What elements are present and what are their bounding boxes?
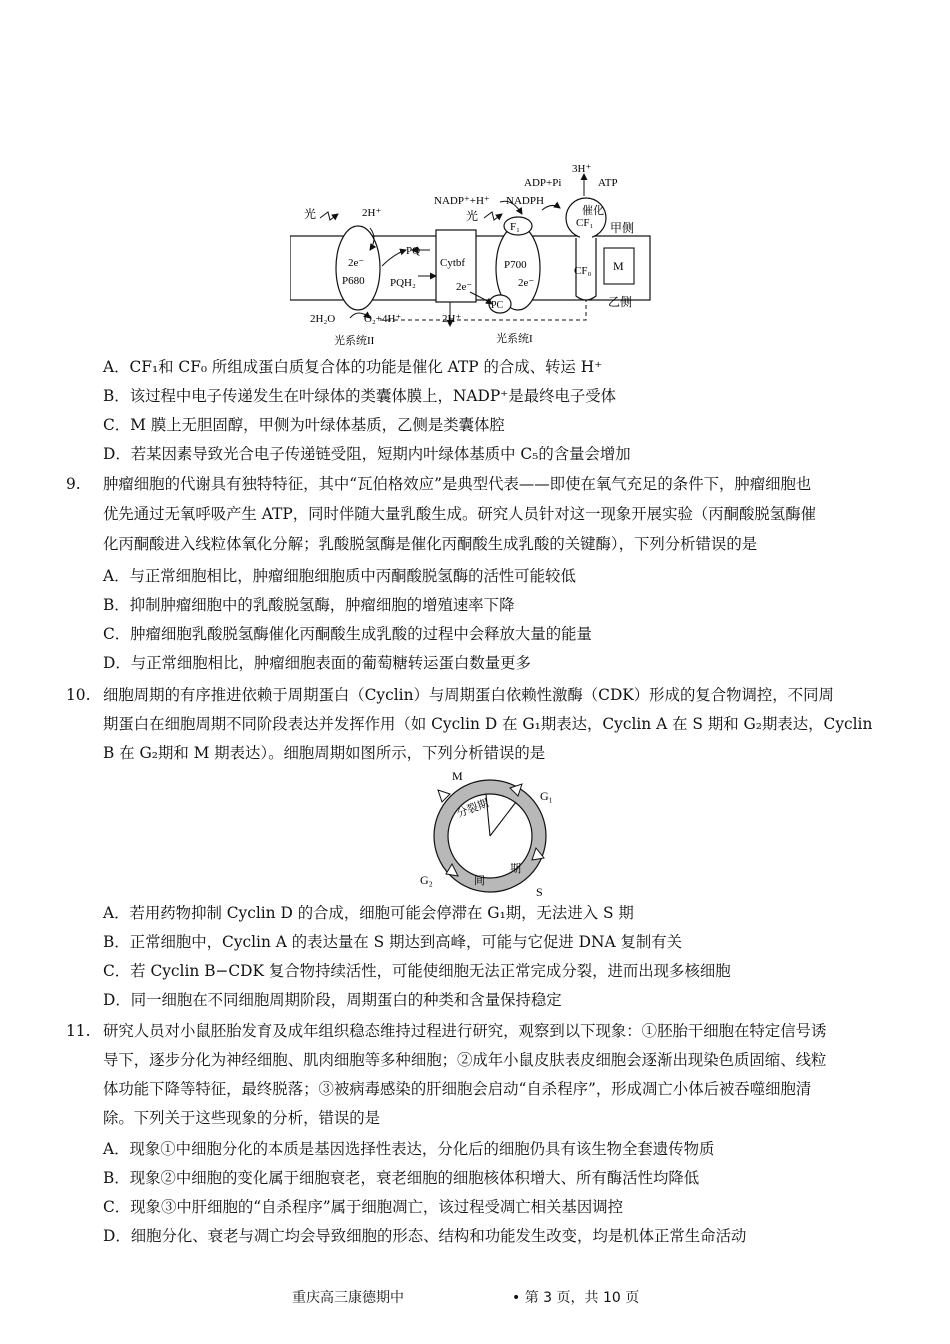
q8-option-b: B．该过程中电子传递发生在叶绿体的类囊体膜上，NADP⁺是最终电子受体 [103,387,617,405]
q11-option-d: D．细胞分化、衰老与凋亡均会导致细胞的形态、结构和功能发生改变，均是机体正常生命活动 [103,1227,747,1245]
atp-label: ATP [598,177,618,189]
pq-label: PQ [406,245,421,257]
q10-option-c: C．若 Cyclin B−CDK 复合物持续活性，可能使细胞无法正常完成分裂，进而出现多核细胞 [103,962,731,980]
catalysis-label: 催化 [582,205,604,217]
q10-stem-line-1: 细胞周期的有序推进依赖于周期蛋白（Cyclin）与周期蛋白依赖性激酶（CDK）形成的复合物调控，不同周 [103,686,834,704]
footer-school: 重庆高三康德期中 [292,1290,404,1306]
jia-side-label: 甲侧 [610,221,635,235]
g1-label: G₁ [540,789,553,803]
q10-option-a: A．若用药物抑制 Cyclin D 的合成，细胞可能会停滞在 G₁期，无法进入 S 期 [103,904,634,922]
h2plus-label: 2H⁺ [362,207,382,219]
light-zigzag-2 [484,212,502,220]
nadp-label: NADP⁺+H⁺ [434,195,490,207]
q11-option-a: A．现象①中细胞分化的本质是基因选择性表达，分化后的细胞仍具有该生物全套遗传物质 [103,1140,715,1158]
q11-option-b: B．现象②中细胞的变化属于细胞衰老，衰老细胞的细胞核体积增大、所有酶活性均降低 [103,1169,700,1187]
cell-cycle-diagram [412,766,572,900]
p700-label: P700 [504,259,527,271]
q9-option-a: A．与正常细胞相比，肿瘤细胞细胞质中丙酮酸脱氢酶的活性可能较低 [103,567,576,585]
e2-label-a: 2e⁻ [348,257,365,269]
s-label: S [536,885,543,899]
h2plus-bottom-label: 2H⁺ [442,313,462,325]
cf0-label: CF₀ [574,265,592,277]
footer-page-number: • 第 3 页，共 10 页 [512,1290,640,1306]
pc-label: PC [491,300,504,311]
q11-stem-line-3: 体功能下降等特征，最终脱落；③被病毒感染的肝细胞会启动“自杀程序”，形成凋亡小体后被吞噬细胞清 [103,1080,812,1098]
h2o-label: 2H₂O [310,313,336,325]
light-label-1: 光 [304,207,317,221]
q11-number: 11. [66,1022,91,1040]
q9-option-b: B．抑制肿瘤细胞中的乳酸脱氢酶，肿瘤细胞的增殖速率下降 [103,596,515,614]
o2-label: O₂+4H⁺ [364,313,402,325]
q8-option-d: D．若某因素导致光合电子传递链受阻，短期内叶绿体基质中 C₅的含量会增加 [103,445,631,463]
q9-number: 9. [66,475,81,493]
proton-dashed-path [380,300,586,320]
pqh2-label: PQH₂ [390,277,416,289]
q9-stem-line-2: 优先通过无氧呼吸产生 ATP，同时伴随大量乳酸生成。研究人员针对这一现象开展实验（丙酮酸脱氢酶催 [103,505,816,523]
q11-stem-line-1: 研究人员对小鼠胚胎发育及成年组织稳态维持过程进行研究，观察到以下现象：①胚胎干细胞在特定信号诱 [103,1022,827,1040]
interphase-qi: 期 [510,863,521,875]
q9-option-d: D．与正常细胞相比，肿瘤细胞表面的葡萄糖转运蛋白数量更多 [103,654,531,672]
ps1-label: 光系统I [496,333,533,345]
p680-label: P680 [342,275,365,287]
q9-stem-line-1: 肿瘤细胞的代谢具有独特特征，其中“瓦伯格效应”是典型代表——即使在氧气充足的条件下，肿瘤细胞也 [103,475,812,493]
q10-stem-line-2: 期蛋白在细胞周期不同阶段表达并发挥作用（如 Cyclin D 在 G₁期表达，Cyclin A 在 S 期和 G₂期表达，Cyclin [103,715,873,733]
h3plus-label: 3H⁺ [572,163,592,175]
cell-cycle-svg [412,766,572,900]
q11-stem-line-4: 除。下列关于这些现象的分析，错误的是 [103,1109,381,1127]
interphase-jian: 间 [474,875,485,887]
m-phase-label: M [452,769,463,783]
m-label: M [613,259,624,273]
cf1-label: CF₁ [576,217,594,229]
f1-label: F₁ [510,221,520,233]
q8-option-a: A．CF₁和 CF₀ 所组成蛋白质复合体的功能是催化 ATP 的合成、转运 H⁺ [103,358,603,376]
q10-option-b: B．正常细胞中，Cyclin A 的表达量在 S 期达到高峰，可能与它促进 DNA 复制有关 [103,933,683,951]
q10-number: 10. [66,686,91,704]
q10-option-d: D．同一细胞在不同细胞周期阶段，周期蛋白的种类和含量保持稳定 [103,991,562,1009]
photosynthesis-svg [290,158,660,348]
cytbf-label: Cytbf [440,257,466,269]
e2-label-b: 2e⁻ [456,281,473,293]
e2-label-c: 2e⁻ [518,277,535,289]
q9-option-c: C．肿瘤细胞乳酸脱氢酶催化丙酮酸生成乳酸的过程中会释放大量的能量 [103,625,592,643]
q9-stem-line-3: 化丙酮酸进入线粒体氧化分解；乳酸脱氢酶是催化丙酮酸生成乳酸的关键酶），下列分析错误的是 [103,535,758,553]
q11-option-c: C．现象③中肝细胞的“自杀程序”属于细胞凋亡，该过程受凋亡相关基因调控 [103,1198,624,1216]
q8-option-c: C．M 膜上无胆固醇，甲侧为叶绿体基质，乙侧是类囊体腔 [103,416,505,434]
photosynthesis-diagram [290,158,660,348]
yi-side-label: 乙侧 [608,295,633,309]
g2-label: G₂ [420,873,433,887]
ps2-label: 光系统II [334,335,375,347]
nadph-label: NADPH [506,195,544,207]
light-zigzag-1 [320,212,338,220]
adp-label: ADP+Pi [524,177,562,189]
light-label-2: 光 [466,209,479,223]
q11-stem-line-2: 导下，逐步分化为神经细胞、肌肉细胞等多种细胞；②成年小鼠皮肤表皮细胞会逐渐出现染色质固缩、线粒 [103,1051,827,1069]
mitosis-label: 分裂期 [455,797,491,821]
q10-stem-line-3: B 在 G₂期和 M 期表达）。细胞周期如图所示，下列分析错误的是 [103,744,546,762]
